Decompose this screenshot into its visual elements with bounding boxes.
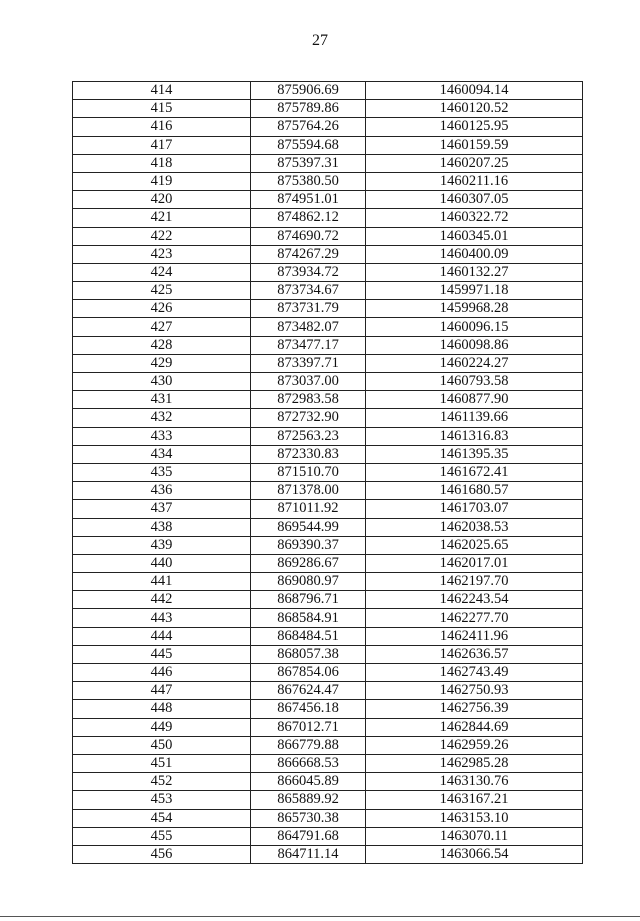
point-number-cell: 417: [73, 136, 251, 154]
x-coordinate-cell: 864791.68: [251, 827, 366, 845]
y-coordinate-cell: 1463070.11: [366, 827, 583, 845]
point-number-cell: 428: [73, 336, 251, 354]
x-coordinate-cell: 868484.51: [251, 627, 366, 645]
point-number-cell: 430: [73, 373, 251, 391]
x-coordinate-cell: 865730.38: [251, 809, 366, 827]
x-coordinate-cell: 867624.47: [251, 682, 366, 700]
table-row: [73, 773, 583, 791]
point-number-cell: 432: [73, 409, 251, 427]
x-coordinate-cell: 875380.50: [251, 172, 366, 190]
x-coordinate-cell: 875906.69: [251, 82, 366, 100]
table-row: [73, 536, 583, 554]
x-coordinate-cell: 869286.67: [251, 554, 366, 572]
table-row: [73, 664, 583, 682]
x-coordinate-cell: 864711.14: [251, 845, 366, 863]
point-number-cell: 444: [73, 627, 251, 645]
table-row: [73, 609, 583, 627]
point-number-cell: 418: [73, 154, 251, 172]
point-number-cell: 415: [73, 100, 251, 118]
point-number-cell: 453: [73, 791, 251, 809]
page-bottom-border: [0, 916, 640, 917]
point-number-cell: 452: [73, 773, 251, 791]
x-coordinate-cell: 869080.97: [251, 573, 366, 591]
table-row: [73, 627, 583, 645]
table-row: [73, 391, 583, 409]
y-coordinate-cell: 1460877.90: [366, 391, 583, 409]
y-coordinate-cell: 1462743.49: [366, 664, 583, 682]
x-coordinate-cell: 872732.90: [251, 409, 366, 427]
point-number-cell: 438: [73, 518, 251, 536]
table-row: [73, 318, 583, 336]
coordinates-table: [72, 81, 583, 864]
x-coordinate-cell: 875789.86: [251, 100, 366, 118]
y-coordinate-cell: 1460345.01: [366, 227, 583, 245]
point-number-cell: 425: [73, 282, 251, 300]
point-number-cell: 419: [73, 172, 251, 190]
table-row: [73, 645, 583, 663]
x-coordinate-cell: 874267.29: [251, 245, 366, 263]
point-number-cell: 434: [73, 445, 251, 463]
y-coordinate-cell: 1460224.27: [366, 354, 583, 372]
point-number-cell: 451: [73, 754, 251, 772]
table-row: [73, 700, 583, 718]
y-coordinate-cell: 1462017.01: [366, 554, 583, 572]
x-coordinate-cell: 866668.53: [251, 754, 366, 772]
table-row: [73, 172, 583, 190]
y-coordinate-cell: 1460793.58: [366, 373, 583, 391]
point-number-cell: 424: [73, 263, 251, 281]
x-coordinate-cell: 872983.58: [251, 391, 366, 409]
x-coordinate-cell: 875764.26: [251, 118, 366, 136]
x-coordinate-cell: 873731.79: [251, 300, 366, 318]
y-coordinate-cell: 1462985.28: [366, 754, 583, 772]
y-coordinate-cell: 1463153.10: [366, 809, 583, 827]
table-row: [73, 591, 583, 609]
y-coordinate-cell: 1462750.93: [366, 682, 583, 700]
x-coordinate-cell: 873734.67: [251, 282, 366, 300]
y-coordinate-cell: 1460096.15: [366, 318, 583, 336]
y-coordinate-cell: 1462756.39: [366, 700, 583, 718]
point-number-cell: 429: [73, 354, 251, 372]
point-number-cell: 446: [73, 664, 251, 682]
point-number-cell: 443: [73, 609, 251, 627]
x-coordinate-cell: 872563.23: [251, 427, 366, 445]
table-row: [73, 245, 583, 263]
point-number-cell: 442: [73, 591, 251, 609]
table-row: [73, 282, 583, 300]
table-row: [73, 100, 583, 118]
y-coordinate-cell: 1460098.86: [366, 336, 583, 354]
x-coordinate-cell: 873037.00: [251, 373, 366, 391]
x-coordinate-cell: 874951.01: [251, 191, 366, 209]
coordinates-table-body: [73, 82, 583, 864]
table-row: [73, 263, 583, 281]
x-coordinate-cell: 865889.92: [251, 791, 366, 809]
y-coordinate-cell: 1461672.41: [366, 463, 583, 481]
table-row: [73, 445, 583, 463]
table-row: [73, 736, 583, 754]
y-coordinate-cell: 1459971.18: [366, 282, 583, 300]
table-row: [73, 118, 583, 136]
point-number-cell: 441: [73, 573, 251, 591]
y-coordinate-cell: 1462636.57: [366, 645, 583, 663]
table-row: [73, 573, 583, 591]
point-number-cell: 447: [73, 682, 251, 700]
y-coordinate-cell: 1462038.53: [366, 518, 583, 536]
point-number-cell: 427: [73, 318, 251, 336]
x-coordinate-cell: 868796.71: [251, 591, 366, 609]
point-number-cell: 445: [73, 645, 251, 663]
point-number-cell: 436: [73, 482, 251, 500]
y-coordinate-cell: 1460094.14: [366, 82, 583, 100]
y-coordinate-cell: 1463167.21: [366, 791, 583, 809]
y-coordinate-cell: 1463130.76: [366, 773, 583, 791]
table-row: [73, 82, 583, 100]
point-number-cell: 450: [73, 736, 251, 754]
table-row: [73, 845, 583, 863]
table-row: [73, 154, 583, 172]
point-number-cell: 423: [73, 245, 251, 263]
y-coordinate-cell: 1462277.70: [366, 609, 583, 627]
table-row: [73, 354, 583, 372]
point-number-cell: 422: [73, 227, 251, 245]
x-coordinate-cell: 868057.38: [251, 645, 366, 663]
point-number-cell: 420: [73, 191, 251, 209]
x-coordinate-cell: 873482.07: [251, 318, 366, 336]
y-coordinate-cell: 1461316.83: [366, 427, 583, 445]
table-row: [73, 336, 583, 354]
x-coordinate-cell: 866045.89: [251, 773, 366, 791]
table-row: [73, 554, 583, 572]
table-row: [73, 827, 583, 845]
x-coordinate-cell: 875397.31: [251, 154, 366, 172]
point-number-cell: 439: [73, 536, 251, 554]
x-coordinate-cell: 871378.00: [251, 482, 366, 500]
table-row: [73, 718, 583, 736]
table-row: [73, 482, 583, 500]
x-coordinate-cell: 872330.83: [251, 445, 366, 463]
y-coordinate-cell: 1462844.69: [366, 718, 583, 736]
table-row: [73, 409, 583, 427]
y-coordinate-cell: 1460211.16: [366, 172, 583, 190]
y-coordinate-cell: 1462197.70: [366, 573, 583, 591]
point-number-cell: 455: [73, 827, 251, 845]
table-row: [73, 518, 583, 536]
table-row: [73, 373, 583, 391]
point-number-cell: 435: [73, 463, 251, 481]
x-coordinate-cell: 866779.88: [251, 736, 366, 754]
table-row: [73, 500, 583, 518]
y-coordinate-cell: 1460307.05: [366, 191, 583, 209]
page-number: 27: [312, 32, 328, 49]
x-coordinate-cell: 873397.71: [251, 354, 366, 372]
x-coordinate-cell: 875594.68: [251, 136, 366, 154]
y-coordinate-cell: 1459968.28: [366, 300, 583, 318]
table-row: [73, 136, 583, 154]
x-coordinate-cell: 869544.99: [251, 518, 366, 536]
table-row: [73, 791, 583, 809]
y-coordinate-cell: 1461703.07: [366, 500, 583, 518]
table-row: [73, 754, 583, 772]
x-coordinate-cell: 873477.17: [251, 336, 366, 354]
x-coordinate-cell: 868584.91: [251, 609, 366, 627]
x-coordinate-cell: 871510.70: [251, 463, 366, 481]
table-row: [73, 682, 583, 700]
y-coordinate-cell: 1460400.09: [366, 245, 583, 263]
y-coordinate-cell: 1461680.57: [366, 482, 583, 500]
x-coordinate-cell: 867012.71: [251, 718, 366, 736]
y-coordinate-cell: 1460120.52: [366, 100, 583, 118]
point-number-cell: 454: [73, 809, 251, 827]
table-row: [73, 227, 583, 245]
x-coordinate-cell: 874862.12: [251, 209, 366, 227]
y-coordinate-cell: 1462959.26: [366, 736, 583, 754]
table-row: [73, 427, 583, 445]
table-row: [73, 463, 583, 481]
y-coordinate-cell: 1460322.72: [366, 209, 583, 227]
table-row: [73, 209, 583, 227]
y-coordinate-cell: 1462025.65: [366, 536, 583, 554]
point-number-cell: 449: [73, 718, 251, 736]
x-coordinate-cell: 869390.37: [251, 536, 366, 554]
y-coordinate-cell: 1463066.54: [366, 845, 583, 863]
point-number-cell: 431: [73, 391, 251, 409]
y-coordinate-cell: 1460159.59: [366, 136, 583, 154]
point-number-cell: 416: [73, 118, 251, 136]
x-coordinate-cell: 867854.06: [251, 664, 366, 682]
point-number-cell: 437: [73, 500, 251, 518]
x-coordinate-cell: 867456.18: [251, 700, 366, 718]
y-coordinate-cell: 1460132.27: [366, 263, 583, 281]
point-number-cell: 421: [73, 209, 251, 227]
point-number-cell: 433: [73, 427, 251, 445]
y-coordinate-cell: 1461395.35: [366, 445, 583, 463]
y-coordinate-cell: 1460125.95: [366, 118, 583, 136]
table-row: [73, 191, 583, 209]
x-coordinate-cell: 873934.72: [251, 263, 366, 281]
y-coordinate-cell: 1460207.25: [366, 154, 583, 172]
x-coordinate-cell: 874690.72: [251, 227, 366, 245]
y-coordinate-cell: 1462243.54: [366, 591, 583, 609]
point-number-cell: 426: [73, 300, 251, 318]
y-coordinate-cell: 1461139.66: [366, 409, 583, 427]
point-number-cell: 456: [73, 845, 251, 863]
point-number-cell: 414: [73, 82, 251, 100]
table-row: [73, 809, 583, 827]
table-row: [73, 300, 583, 318]
x-coordinate-cell: 871011.92: [251, 500, 366, 518]
point-number-cell: 440: [73, 554, 251, 572]
y-coordinate-cell: 1462411.96: [366, 627, 583, 645]
point-number-cell: 448: [73, 700, 251, 718]
